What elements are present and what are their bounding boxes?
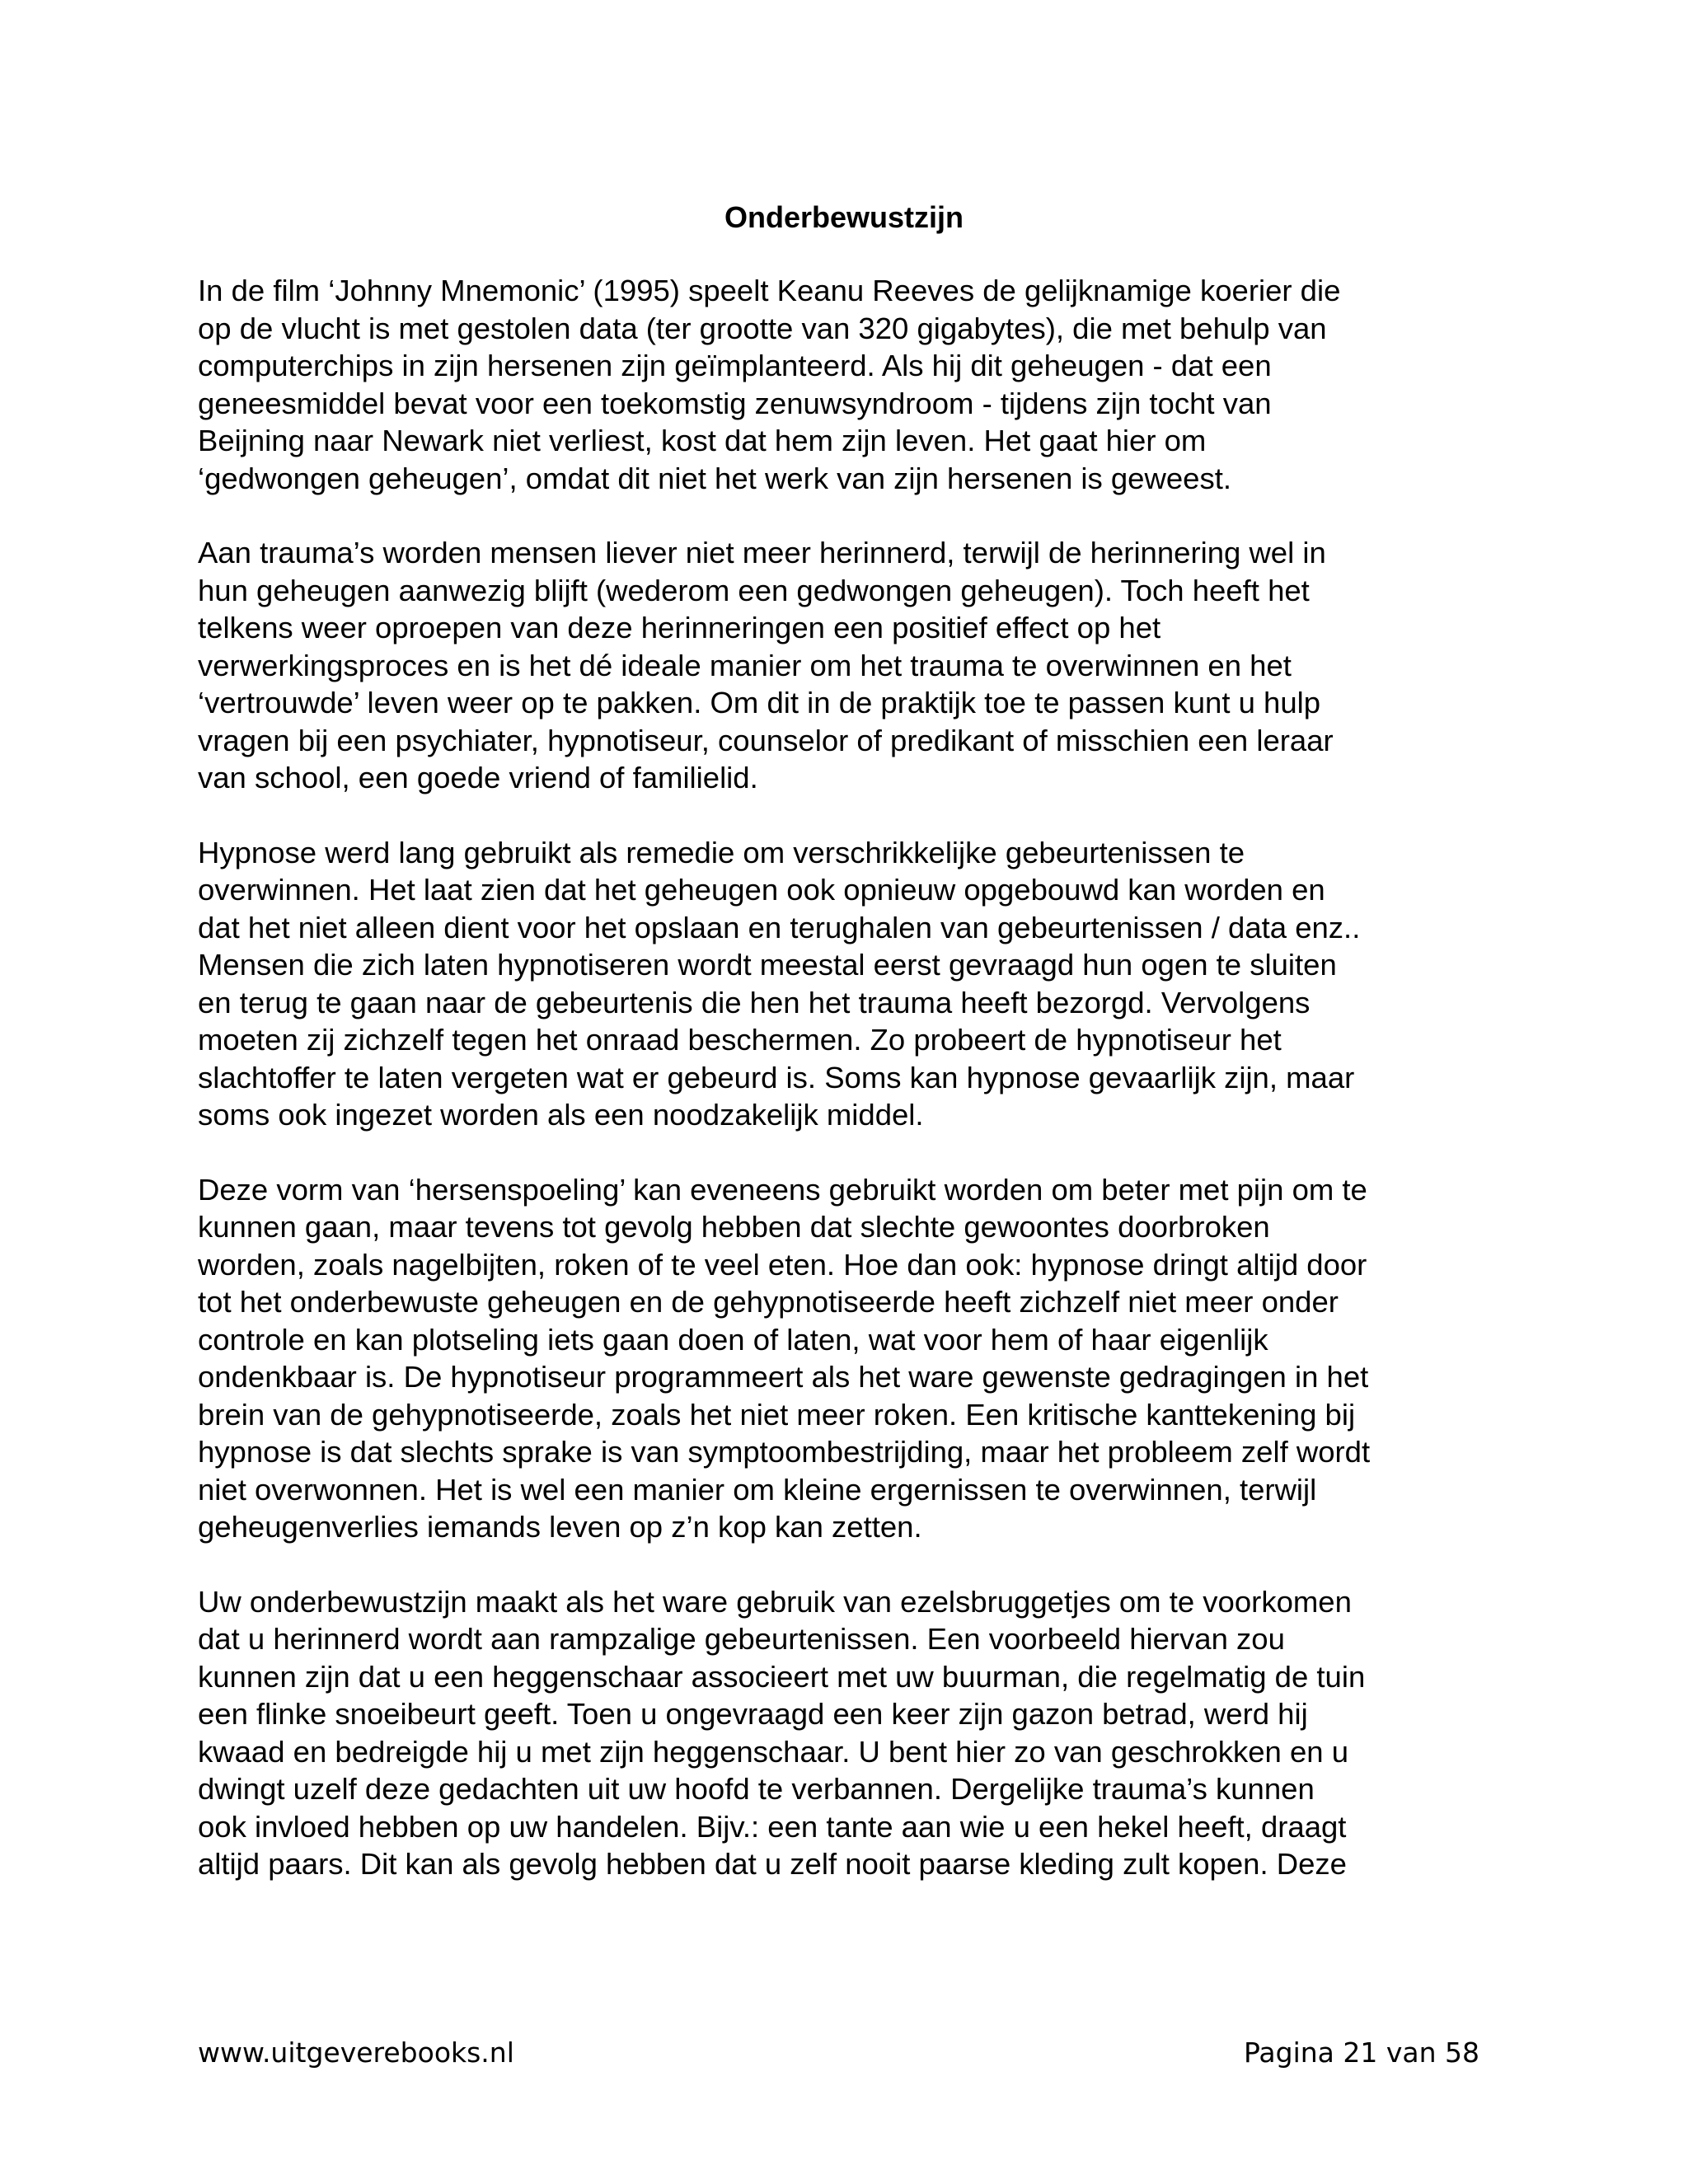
text-line: brein van de gehypnotiseerde, zoals het niet meer roken. Een kritische kanttekening bij [198,1397,1356,1432]
text-line: computerchips in zijn hersenen zijn geïmplanteerd. Als hij dit geheugen - dat een [198,349,1272,382]
text-line: niet overwonnen. Het is wel een manier om kleine ergernissen te overwinnen, terwijl [198,1472,1317,1507]
text-line: ook invloed hebben op uw handelen. Bijv.: een tante aan wie u een hekel heeft, draagt [198,1809,1347,1844]
text-line: kunnen gaan, maar tevens tot gevolg hebben dat slechte gewoontes doorbroken [198,1210,1270,1244]
text-line: ondenkbaar is. De hypnotiseur programmeert als het ware gewenste gedragingen in het [198,1360,1369,1394]
text-line: dat het niet alleen dient voor het opslaan en terughalen van gebeurtenissen / data enz.. [198,910,1361,944]
text-line: dwingt uzelf deze gedachten uit uw hoofd te verbannen. Dergelijke trauma’s kunnen [198,1772,1315,1806]
text-line: hun geheugen aanwezig blijft (wederom een gedwongen geheugen). Toch heeft het [198,573,1310,607]
text-line: telkens weer oproepen van deze herinneringen een positief effect op het [198,611,1161,644]
paragraph [198,834,1517,1134]
text-line: Aan trauma’s worden mensen liever niet meer herinnerd, terwijl de herinnering wel in [198,536,1326,569]
text-line: Hypnose werd lang gebruikt als remedie om verschrikkelijke gebeurtenissen te [198,835,1245,869]
text-line: Beijning naar Newark niet verliest, kost dat hem zijn leven. Het gaat hier om [198,424,1207,457]
text-line: slachtoffer te laten vergeten wat er gebeurd is. Soms kan hypnose gevaarlijk zijn, maar [198,1060,1355,1094]
paragraph [198,272,1517,497]
text-line: vragen bij een psychiater, hypnotiseur, counselor of predikant of misschien een leraar [198,723,1334,757]
text-line: Mensen die zich laten hypnotiseren wordt meestal eerst gevraagd hun ogen te sluiten [198,948,1337,982]
footer-website: www.uitgeverebooks.nl [198,2036,514,2069]
text-line: ‘vertrouwde’ leven weer op te pakken. Om dit in de praktijk toe te passen kunt u hulp [198,686,1321,719]
page-title: Onderbewustzijn [724,200,964,234]
text-line: overwinnen. Het laat zien dat het geheugen ook opnieuw opgebouwd kan worden en [198,873,1325,907]
text-line: soms ook ingezet worden als een noodzakelijk middel. [198,1098,924,1132]
text-line: kwaad en bedreigde hij u met zijn heggenschaar. U bent hier zo van geschrokken en u [198,1734,1349,1769]
text-line: ‘gedwongen geheugen’, omdat dit niet het werk van zijn hersenen is geweest. [198,461,1231,495]
text-line: controle en kan plotseling iets gaan doen of laten, wat voor hem of haar eigenlijk [198,1322,1268,1357]
text-line: In de film ‘Johnny Mnemonic’ (1995) speelt Keanu Reeves de gelijknamige koerier die [198,274,1341,307]
text-line: worden, zoals nagelbijten, roken of te veel eten. Hoe dan ook: hypnose dringt altijd door [198,1247,1367,1282]
paragraph [198,1171,1517,1546]
text-line: Deze vorm van ‘hersenspoeling’ kan eveneens gebruikt worden om beter met pijn om te [198,1172,1367,1207]
text-line: hypnose is dat slechts sprake is van symptoombestrijding, maar het probleem zelf wordt [198,1435,1371,1469]
text-line: en terug te gaan naar de gebeurtenis die hen het trauma heeft bezorgd. Vervolgens [198,985,1311,1019]
text-line: tot het onderbewuste geheugen en de gehypnotiseerde heeft zichzelf niet meer onder [198,1285,1339,1319]
text-line: kunnen zijn dat u een heggenschaar associeert met uw buurman, die regelmatig de tuin [198,1659,1366,1694]
text-line: geheugenverlies iemands leven op z’n kop kan zetten. [198,1510,922,1544]
paragraph [198,534,1517,797]
text-line: van school, een goede vriend of familielid. [198,761,758,794]
text-line: altijd paars. Dit kan als gevolg hebben dat u zelf nooit paarse kleding zult kopen. Deze [198,1847,1347,1881]
body-text [198,272,1517,1920]
text-line: geneesmiddel bevat voor een toekomstig zenuwsyndroom - tijdens zijn tocht van [198,386,1272,420]
paragraph [198,1583,1517,1883]
text-line: dat u herinnerd wordt aan rampzalige gebeurtenissen. Een voorbeeld hiervan zou [198,1622,1285,1656]
text-line: een flinke snoeibeurt geeft. Toen u ongevraagd een keer zijn gazon betrad, werd hij [198,1697,1308,1731]
text-line: op de vlucht is met gestolen data (ter grootte van 320 gigabytes), die met behulp van [198,311,1327,345]
text-line: Uw onderbewustzijn maakt als het ware gebruik van ezelsbruggetjes om te voorkomen [198,1584,1352,1619]
text-line: moeten zij zichzelf tegen het onraad beschermen. Zo probeert de hypnotiseur het [198,1023,1282,1057]
footer-page-number: Pagina 21 van 58 [1243,2036,1479,2069]
text-line: verwerkingsproces en is het dé ideale manier om het trauma te overwinnen en het [198,648,1292,682]
